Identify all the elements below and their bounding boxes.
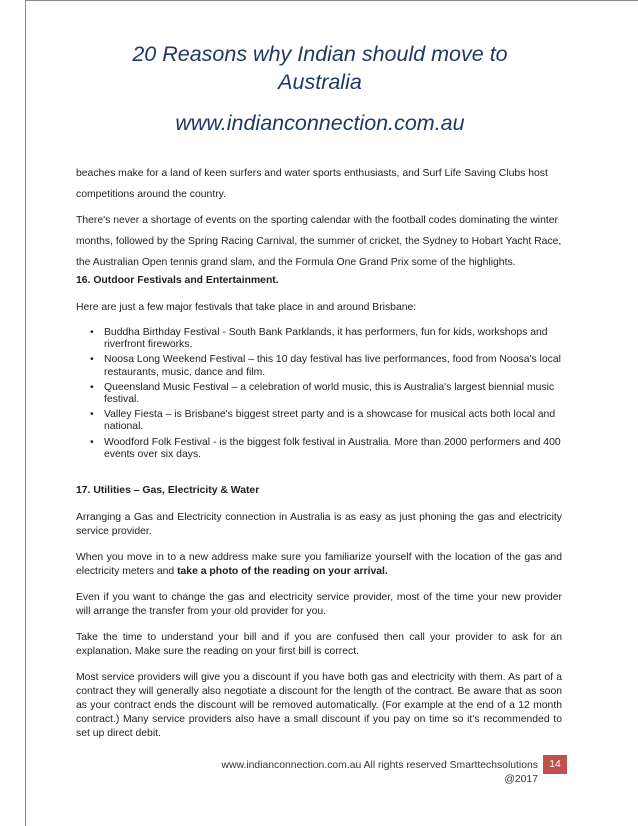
bullet-icon: • [90,381,94,393]
list-item-text: Noosa Long Weekend Festival – this 10 day festival has live performances, food from Noosa's local restaurants, music, dance and film. [104,354,561,378]
list-item-text: Queensland Music Festival – a celebration of world music, this is Australia's largest biennial music festival. [104,381,555,406]
section-16-heading: 16. Outdoor Festivals and Entertainment. [76,275,279,286]
sports-paragraph: There's never a shortage of events on the sporting calendar with the football codes dominating the winter months, followed by the Spring Racing Carnival, the summer of cricket, the Sydney to Hobart Yacht Race, the Australian Open tennis grand slam, and the Formula One Grand Prix some of the highlights. [76,215,562,268]
bullet-icon: • [90,409,94,421]
section-17-heading: 17. Utilities – Gas, Electricity & Water [76,485,260,497]
utilities-paragraph-5: Most service providers will give you a discount if you have both gas and electricity with them. As part of a contract they will generally also negotiate a discount for the length of the contract. Be aware that as soon as your contract ends the discount will be removed automatically. (For example at the end of a 12 month contract.) Many service providers also have a small discount if you pay on time so it's recommended to set up direct debit. [76,672,562,740]
list-item [76,437,562,461]
title-line-2: Australia [278,70,362,94]
photo-reading-emphasis: take a photo of the reading on your arrival. [177,566,388,578]
document-body [76,163,562,741]
list-item-text: Valley Fiesta – is Brisbane's biggest street party and is a showcase for musical acts both local and national. [104,409,556,433]
page-border-left [25,0,26,826]
section-16-lead: Here are just a few major festivals that take place in and around Brisbane: [76,302,417,313]
utilities-paragraph-3: Even if you want to change the gas and electricity service provider, most of the time your new provider will arrange the transfer from your old provider for you. [76,592,562,618]
document-title [80,40,560,96]
list-item [76,354,562,378]
title-line-1: 20 Reasons why Indian should move to [132,42,508,66]
list-item [76,409,562,433]
utilities-paragraph-2 [76,551,562,579]
festival-list [76,327,562,461]
list-item [76,327,562,351]
footer-text: www.indianconnection.com.au All rights reserved Smarttechsolutions @2017 [221,760,538,785]
utilities-paragraph-1: Arranging a Gas and Electricity connection in Australia is as easy as just phoning the gas and electricity service provider. [76,512,562,538]
page-number-badge: 14 [543,755,567,774]
intro-paragraph: beaches make for a land of keen surfers and water sports enthusiasts, and Surf Life Saving Clubs host competitions around the country. [76,168,548,200]
website-header: www.indianconnection.com.au [175,111,465,135]
list-item-text: Woodford Folk Festival - is the biggest folk festival in Australia. More than 2000 performers and 400 events over six days. [104,436,561,460]
utilities-paragraph-2-text: When you move in to a new address make sure you familiarize yourself with the location of the gas and electricity meters and [76,552,562,578]
bullet-icon: • [90,327,94,338]
page-border-top [25,0,638,1]
list-item-text: Buddha Birthday Festival - South Bank Parklands, it has performers, fun for kids, workshops and riverfront fireworks. [104,327,548,351]
utilities-paragraph-4: Take the time to understand your bill and if you are confused then call your provider to ask for an explanation. Make sure the reading on your first bill is correct. [76,632,562,658]
bullet-icon: • [90,354,94,366]
bullet-icon: • [90,436,94,448]
list-item [76,382,562,406]
